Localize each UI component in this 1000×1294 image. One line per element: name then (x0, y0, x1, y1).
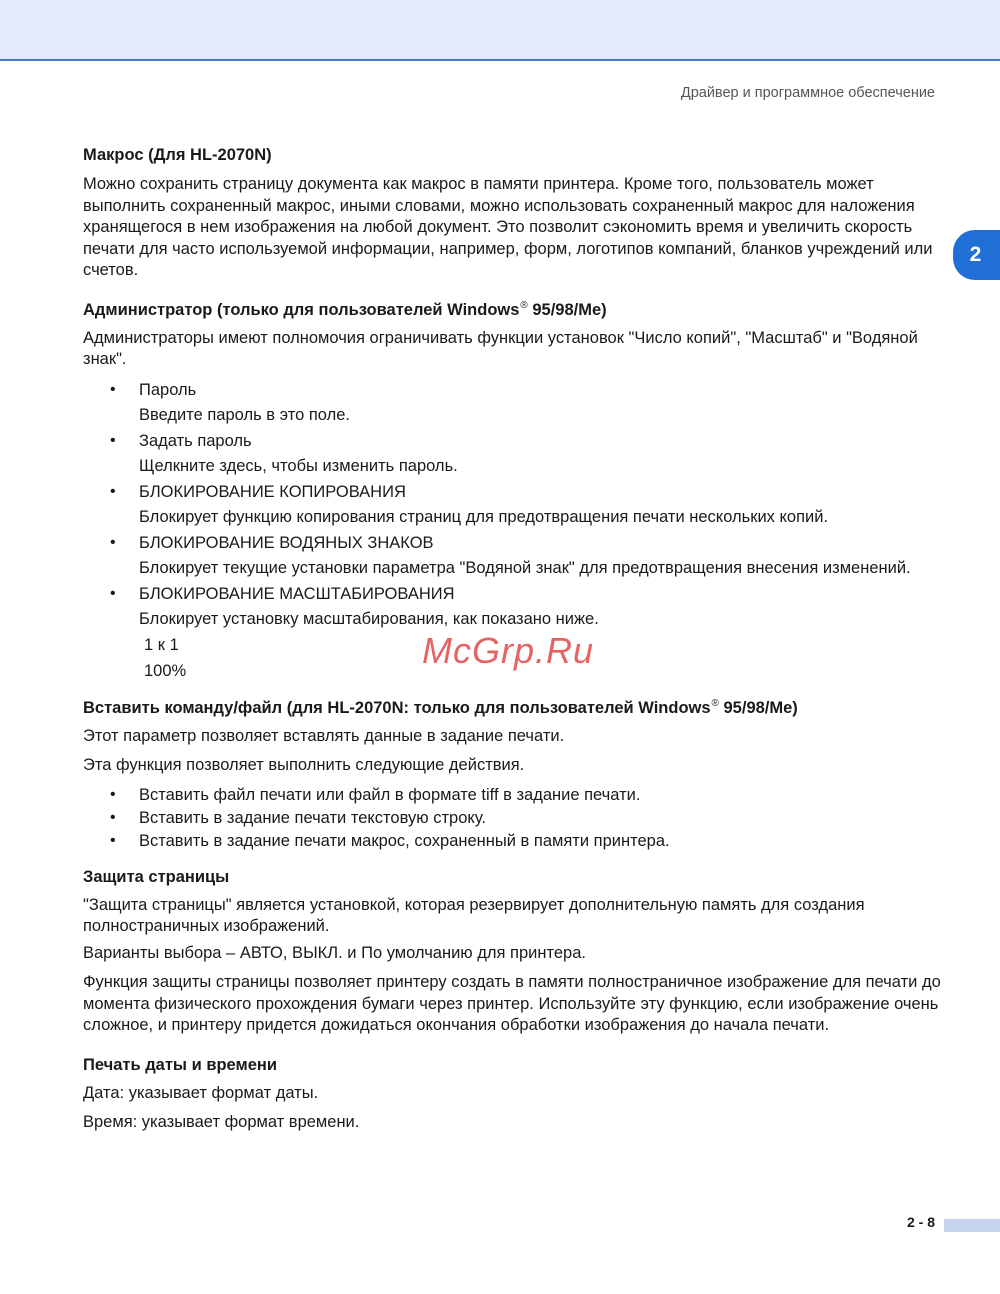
page-protection-body-1: "Защита страницы" является установкой, которая резервирует дополнительную память для создания полностраничных изображений. (83, 895, 865, 935)
list-item: • Вставить в задание печати макрос, сохраненный в памяти принтера. (83, 830, 943, 852)
admin-options-list (83, 532, 943, 554)
running-header: Драйвер и программное обеспечение (680, 85, 935, 101)
list-item: • БЛОКИРОВАНИЕ МАСШТАБИРОВАНИЯ (83, 583, 943, 605)
admin-options-list (83, 430, 943, 452)
list-item: • Пароль (83, 379, 943, 401)
macro-heading: Макрос (Для HL-2070N) (83, 146, 272, 164)
header-band (0, 0, 1000, 61)
time-body: Время: указывает формат времени. (83, 1113, 360, 1131)
insert-body-1: Этот параметр позволяет вставлять данные в задание печати. (83, 726, 565, 745)
page-protection-body-2: Варианты выбора – АВТО, ВЫКЛ. и По умолчанию для принтера. (83, 943, 586, 962)
insert-body-2: Эта функция позволяет выполнить следующие действия. (83, 756, 525, 774)
admin-heading-text: Администратор (только для пользователей Windows (83, 300, 520, 319)
list-item: • БЛОКИРОВАНИЕ ВОДЯНЫХ ЗНАКОВ (83, 532, 943, 554)
chapter-tab: 2 (953, 230, 1000, 280)
admin-options-list (83, 481, 943, 503)
insert-heading-versions: 95/98/Me) (718, 698, 798, 717)
registered-mark: ® (711, 698, 719, 709)
footer-bar (944, 1219, 1000, 1232)
insert-heading-text: Вставить команду/файл (для HL-2070N: только для пользователей Windows (83, 698, 711, 717)
admin-heading-versions: 95/98/Me) (527, 300, 607, 319)
watermark: McGrp.Ru (422, 630, 595, 671)
page-protection-body-3: Функция защиты страницы позволяет принтеру создать в памяти полностраничное изображение для печати до момента физического прохождения бумаги через принтер. Используйте эту функцию, если изображение очень сложное, и принтеру придется дожидаться окончания обработки изображения до начала печати. (83, 973, 941, 1034)
admin-options-list (83, 379, 943, 401)
page-protection-heading: Защита страницы (83, 867, 230, 886)
insert-actions-list (83, 784, 943, 852)
list-item-desc: Блокирует текущие установки параметра "Водяной знак" для предотвращения внесения изменений. (139, 558, 911, 577)
list-item-desc: Блокирует установку масштабирования, как показано ниже. (139, 609, 599, 628)
date-time-heading: Печать даты и времени (83, 1055, 277, 1074)
date-body: Дата: указывает формат даты. (83, 1083, 319, 1102)
list-item-desc: Введите пароль в это поле. (139, 405, 350, 424)
scaling-value: 1 к 1 (144, 635, 179, 654)
admin-body: Администраторы имеют полномочия ограничивать функции установок "Число копий", "Масштаб" и "Водяной знак". (83, 328, 918, 368)
scaling-value: 100% (144, 661, 187, 680)
macro-body: Можно сохранить страницу документа как макрос в памяти принтера. Кроме того, пользователь может выполнить сохраненный макрос, иными словами, можно использовать сохраненный макрос для наложения хранящегося в нем изображения на любой документ. Это позволит сэкономить время и увеличить скорость печати для часто используемой информации, например, форм, логотипов компаний, бланков учреждений или счетов. (83, 175, 933, 279)
admin-heading (83, 299, 943, 321)
list-item: • Вставить в задание печати текстовую строку. (83, 807, 943, 829)
list-item: • БЛОКИРОВАНИЕ КОПИРОВАНИЯ (83, 481, 943, 503)
registered-mark: ® (520, 300, 528, 311)
list-item: • Вставить файл печати или файл в формате tiff в задание печати. (83, 784, 943, 806)
insert-heading (83, 697, 943, 719)
list-item: • Задать пароль (83, 430, 943, 452)
admin-options-list (83, 583, 943, 605)
page-number: 2 - 8 (906, 1214, 935, 1230)
list-item-desc: Щелкните здесь, чтобы изменить пароль. (139, 456, 458, 475)
list-item-desc: Блокирует функцию копирования страниц для предотвращения печати нескольких копий. (139, 507, 829, 526)
